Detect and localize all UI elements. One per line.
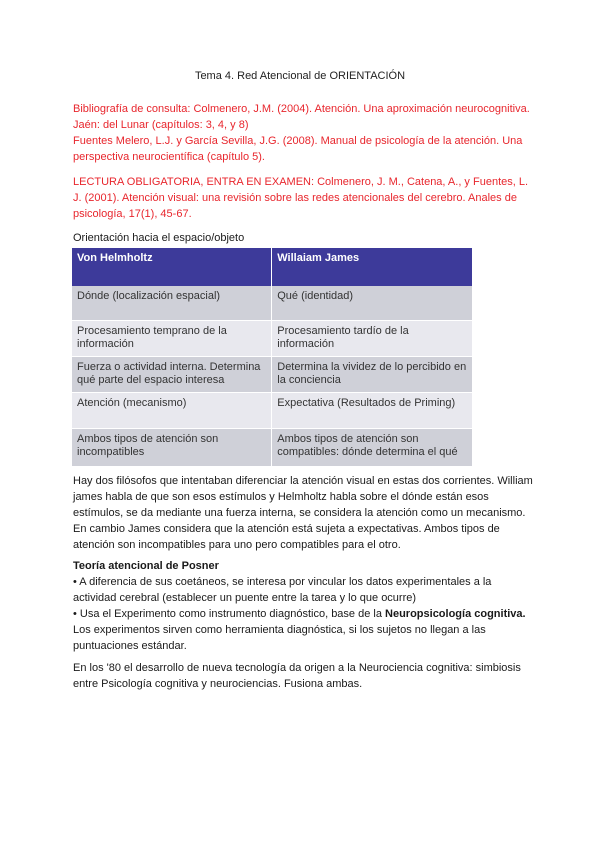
section-heading: Teoría atencional de Posner	[73, 560, 219, 572]
paragraph-neuroscience: En los '80 el desarrollo de nueva tecnología da origen a la Neurociencia cognitiva: simbiosis entre Psicología cognitiva y neurociencias. Fusiona ambas.	[73, 662, 521, 690]
table-cell: Expectativa (Resultados de Priming)	[272, 392, 473, 428]
bullet-bold-term: Neuropsicología cognitiva.	[385, 608, 526, 620]
bullet-item	[73, 606, 533, 654]
comparison-table	[72, 248, 473, 467]
mandatory-reading: LECTURA OBLIGATORIA, ENTRA EN EXAMEN: Colmenero, J. M., Catena, A., y Fuentes, L. J. (2001). Atención visual: una revisión sobre las redes atencionales del cerebro. Anales de psicología, 17(1), 45-67.	[73, 176, 529, 220]
table-cell: Dónde (localización espacial)	[72, 286, 272, 320]
table-cell: Ambos tipos de atención son compatibles: dónde determina el qué	[272, 428, 473, 466]
table-cell: Ambos tipos de atención son incompatibles	[72, 428, 272, 466]
bullet-item: • A diferencia de sus coetáneos, se interesa por vincular los datos experimentales a la actividad cerebral (establecer un puente entre la tarea y lo que ocurre)	[73, 576, 492, 604]
bullet-text: Los experimentos sirven como herramienta diagnóstica, si los sujetos no llegan a las puntuaciones estándar.	[73, 624, 486, 652]
table-row	[72, 286, 473, 320]
table-cell: Qué (identidad)	[272, 286, 473, 320]
table-cell: Atención (mecanismo)	[72, 392, 272, 428]
table-cell: Determina la vividez de lo percibido en la conciencia	[272, 356, 473, 392]
paragraph-philosophers: Hay dos filósofos que intentaban diferenciar la atención visual en estas dos corrientes. William james habla de que son esos estímulos y Helmholtz habla sobre el dónde están esos estímulos, se da mediante una fuerza interna, se considera la atención como un mecanismo. En cambio James considera que la atención está sujeta a expectativas. Ambos tipos de atención son incompatibles para uno pero compatibles para el otro.	[73, 475, 533, 551]
header-helmholtz: Von Helmholtz	[72, 248, 272, 286]
table-cell: Procesamiento tardío de la información	[272, 320, 473, 356]
table-row	[72, 356, 473, 392]
table-row	[72, 320, 473, 356]
header-james: Willaiam James	[272, 248, 473, 286]
reference-2: Fuentes Melero, L.J. y García Sevilla, J.G. (2008). Manual de psicología de la atención. Una perspectiva neurocientífica (capítulo 5).	[73, 135, 523, 163]
reference-1: Bibliografía de consulta: Colmenero, J.M. (2004). Atención. Una aproximación neurocognitiva. Jaén: del Lunar (capítulos: 3, 4, y 8)	[73, 103, 530, 131]
references-block	[73, 101, 533, 165]
table-row	[72, 392, 473, 428]
page-title: Tema 4. Red Atencional de ORIENTACIÓN	[194, 70, 406, 82]
table-cell: Procesamiento temprano de la información	[72, 320, 272, 356]
table-row	[72, 428, 473, 466]
posner-section	[73, 558, 533, 654]
table-cell: Fuerza o actividad interna. Determina qué parte del espacio interesa	[72, 356, 272, 392]
table-header-row	[72, 248, 473, 286]
bullet-text: • Usa el Experimento como instrumento diagnóstico, base de la	[73, 608, 386, 620]
table-caption: Orientación hacia el espacio/objeto	[73, 232, 245, 244]
